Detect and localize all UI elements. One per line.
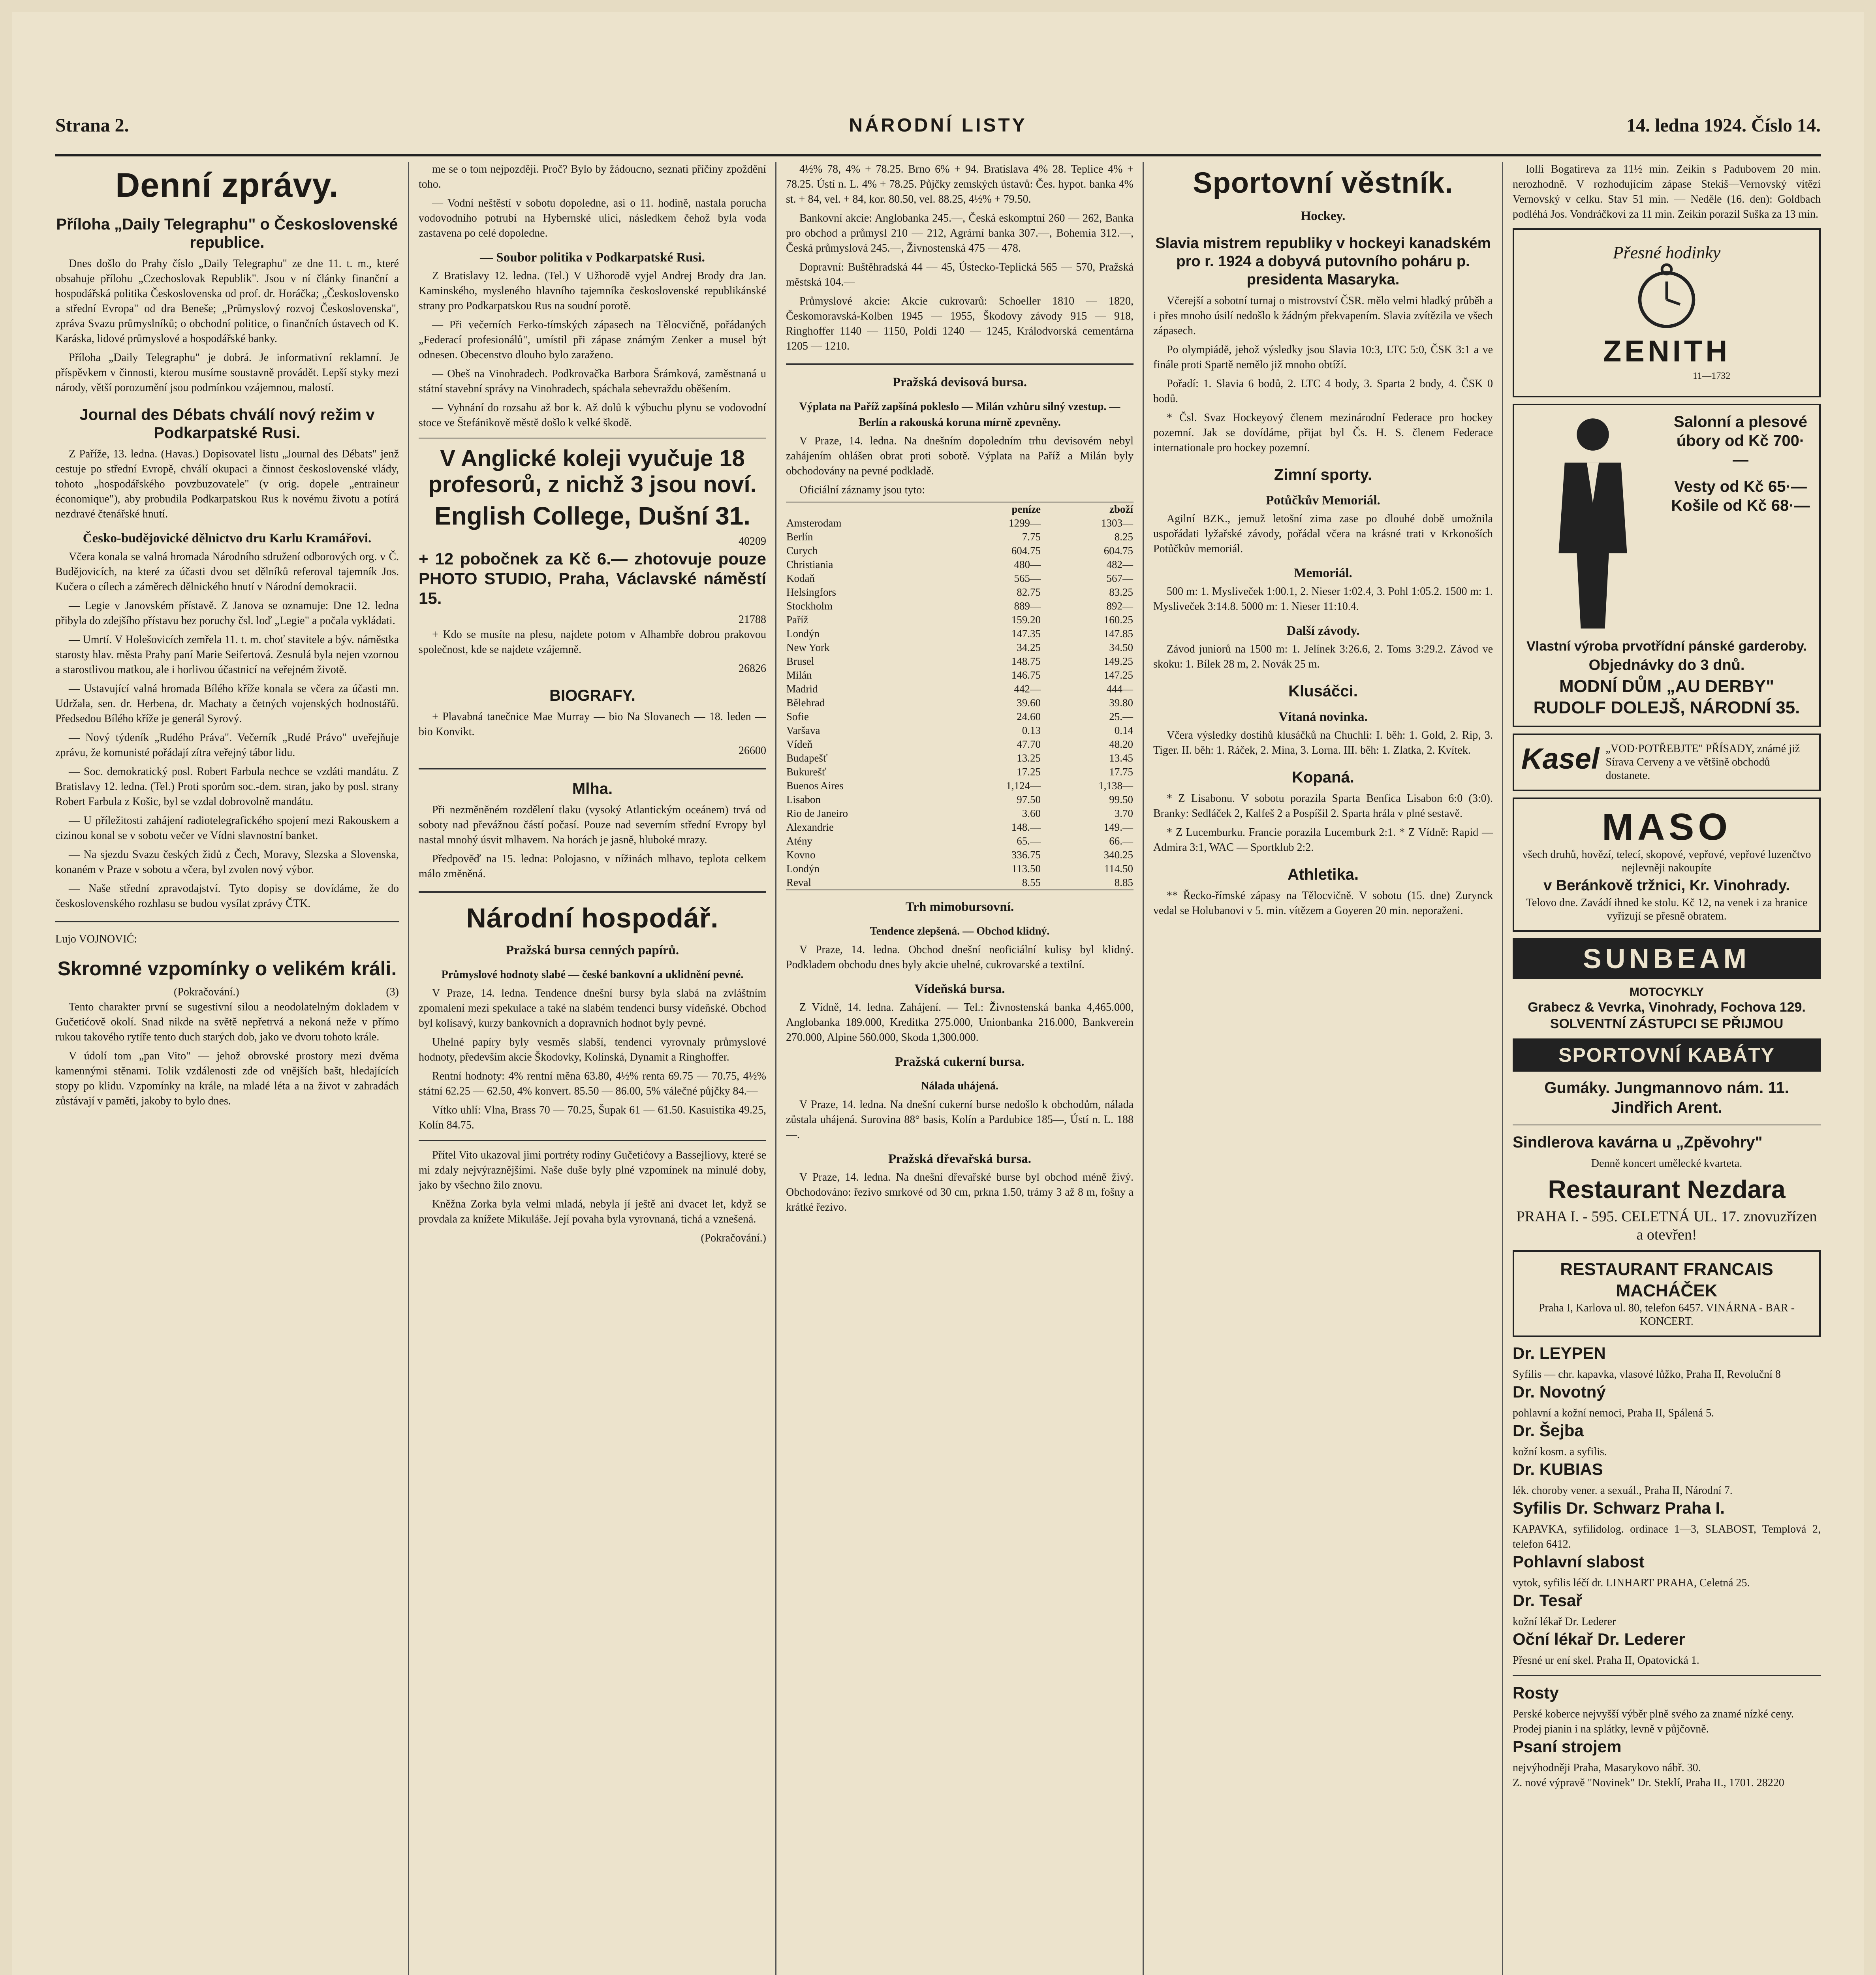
table-cell: 8.25 — [1114, 531, 1133, 543]
article-headline: Pražská dřevařská bursa. — [888, 1152, 1032, 1166]
article-text: V Praze, 14. ledna. Na dnešní cukerní burse nedošlo k obchodům, nálada zůstala uhájená. Surovina 88° basis, Kolín a Pardubice 185—, Ústí n. L. 188—. — [786, 1098, 1133, 1141]
feuilleton-text: Přítel Vito ukazoval jimi portréty rodiny Gučetićovy a Bassejliovy, které se mi zdaly nejvýraznějšími. Naše duše byly plné vzpomínek na minulé doby, jako by všechno žilo znovu. — [419, 1149, 766, 1191]
table-row — [786, 641, 1133, 655]
article-text: — Naše střední zpravodajství. Tyto dopisy se dovídáme, že do československého rozhlasu se budou vysílat zprávy ČTK. — [55, 882, 399, 910]
table-row — [786, 599, 1133, 613]
table-cell: 149.25 — [1103, 655, 1133, 667]
section-title-economy: Národní hospodář. — [466, 903, 719, 933]
table-cell: 8.85 — [1114, 877, 1133, 888]
article-text: Dopravní: Buštěhradská 44 — 45, Ústecko-Teplická 565 — 570, Pražská městská 104.— — [786, 261, 1133, 288]
table-cell: Bělehrad — [786, 697, 825, 709]
ad-text: Prodej pianin i na splátky, levně v půjčovně. — [1513, 1723, 1709, 1735]
feuilleton-subtitle: (Pokračování.) — [174, 986, 239, 998]
table-cell: 34.50 — [1109, 641, 1133, 653]
classified-ad: + Plavabná tanečnice Mae Murray — bio Na Slovanech — 18. leden — bio Konvikt. — [419, 711, 766, 738]
table-row — [786, 779, 1133, 793]
ad-text: Perské koberce nejvyšší výběr plně svého za znamé nízké ceny. — [1513, 1708, 1794, 1720]
table-row — [786, 710, 1133, 724]
table-header: zboží — [1109, 503, 1133, 515]
table-row — [786, 876, 1133, 890]
feuilleton-author: Lujo VOJNOVIĆ: — [55, 933, 137, 945]
doctor-ad-leypen: Dr. LEYPEN — [1513, 1344, 1606, 1362]
column-3 — [786, 162, 1133, 1975]
article-text: Po olympiádě, jehož výsledky jsou Slavia 10:3, LTC 5:0, ČSK 3:1 a ve finále proti Spartě nemělo již mnoho obtíží. — [1153, 344, 1493, 371]
article-text: Agilní BZK., jemuž letošní zima zase po dlouhé době umožnila uspořádati lyžařské závody, pořádal včera na krásné trati v Krkonoších Potůčkův memoriál. — [1153, 513, 1493, 555]
article-subheadline: Tendence zlepšená. — Obchod klidný. — [870, 925, 1050, 937]
article-text: * Čsl. Svaz Hockeyový členem mezinárodní Federace pro hockey pozemní. Jak se dovídáme, přijat byl Čs. H. S. členem Federace internationale pro hockey pozemní. — [1153, 412, 1493, 454]
ad-text: kožní kosm. a syfilis. — [1513, 1446, 1607, 1458]
article-text: — Nový týdeník „Rudého Práva". Večerník „Rudé Právo" uveřejňuje zprávu, že komunisté pořádají zítra veřejný tábor lidu. — [55, 732, 399, 759]
table-row — [786, 862, 1133, 876]
table-row — [786, 572, 1133, 585]
doctor-ad-pohlavni: Pohlavní slabost — [1513, 1552, 1645, 1571]
table-row — [786, 751, 1133, 765]
table-cell: Stockholm — [786, 600, 833, 612]
ad-text: lék. choroby vener. a sexuál., Praha II, Národní 7. — [1513, 1484, 1733, 1497]
article-text: — Ustavující valná hromada Bílého kříže konala se včera za účasti mn. Udržala, sen. dr. Herbena, dr. Machaty a četných vojenských hodnostářů. Předsedou Bílého kříže je generál Syrový. — [55, 683, 399, 725]
sport-subsection: Klusáčci. — [1288, 683, 1358, 700]
table-cell: 82.75 — [1017, 586, 1041, 598]
table-cell: Paříž — [786, 614, 808, 626]
table-row — [786, 544, 1133, 558]
article-headline: Slavia mistrem republiky v hockeyi kanadském pro r. 1924 a dobyvá putovního poháru p. presidenta Masaryka. — [1155, 235, 1491, 288]
table-cell: Curych — [786, 545, 818, 557]
classified-ad: Psaní strojem — [1513, 1737, 1622, 1756]
ad-text: PRAHA I. - 595. CELETNÁ UL. 17. znovuzřízen a otevřen! — [1516, 1208, 1817, 1243]
brand-name: RESTAURANT FRANCAIS MACHÁČEK — [1560, 1260, 1773, 1300]
table-cell: Amsterodam — [786, 517, 842, 529]
english-college-address: English College, Dušní 31. — [434, 502, 751, 530]
feuilleton-number: (3) — [386, 986, 399, 998]
table-row — [786, 765, 1133, 779]
table-cell: 114.50 — [1104, 863, 1133, 875]
ad-text: MODNÍ DŮM „AU DERBY" RUDOLF DOLEJŠ, NÁRODNÍ 35. — [1533, 677, 1800, 717]
column-2 — [419, 162, 766, 1975]
table-row — [786, 558, 1133, 572]
table-cell: 3.60 — [1022, 807, 1041, 819]
gentleman-figure-icon — [1541, 412, 1644, 634]
table-cell: 39.60 — [1017, 697, 1041, 709]
doctor-ad-tesar: Dr. Tesař — [1513, 1591, 1583, 1610]
table-cell: 47.70 — [1017, 738, 1041, 750]
ad-text: KAPAVKA, syfilidolog. ordinace 1—3, SLABOST, Templová 2, telefon 6412. — [1513, 1523, 1821, 1550]
table-row — [786, 585, 1133, 599]
table-cell: 482— — [1106, 559, 1133, 570]
ad-text: Z. nové výpravě "Novinek" Dr. Steklí, Praha II., 1701. 28220 — [1513, 1777, 1784, 1789]
article-headline: Pražská bursa cenných papírů. — [506, 943, 679, 957]
table-cell: 7.75 — [1022, 531, 1041, 543]
table-cell: 25.— — [1109, 711, 1133, 722]
column-5-ads — [1513, 162, 1821, 1975]
table-cell: Rio de Janeiro — [786, 807, 848, 819]
table-cell: 1303— — [1101, 517, 1133, 529]
table-cell: 444— — [1106, 683, 1133, 695]
table-row — [786, 737, 1133, 751]
table-cell: 604.75 — [1011, 545, 1041, 557]
english-college-ad: V Anglické koleji vyučuje 18 profesorů, z nichž 3 jsou noví. — [428, 446, 757, 497]
machacek-ad — [1513, 1250, 1821, 1337]
classified-ad: Rosty — [1513, 1683, 1559, 1702]
article-text: Rentní hodnoty: 4% rentní měna 63.80, 4½% renta 69.75 — 70.75, 4½% státní 62.25 — 62.50, 4% konvert. 85.50 — 86.00, 5% válečné půjčky 84.— — [419, 1070, 766, 1097]
table-cell: 892— — [1106, 600, 1133, 612]
table-row — [786, 655, 1133, 668]
table-row — [786, 807, 1133, 820]
column-rule — [1143, 162, 1144, 1975]
article-headline: — Soubor politika v Podkarpatské Rusi. — [480, 250, 705, 265]
column-1 — [55, 162, 399, 1975]
table-row — [786, 530, 1133, 544]
sunbeam-banner: SUNBEAM — [1513, 938, 1821, 979]
table-cell: 13.45 — [1109, 752, 1133, 764]
table-cell: Brusel — [786, 655, 814, 667]
article-headline: Pražská devisová bursa. — [892, 375, 1027, 389]
table-row — [786, 516, 1133, 530]
ad-text: „VOD·POTŘEBJTE" PŘÍSADY, známé již Sírava Cerveny a ve většině obchodů dostanete. — [1605, 743, 1800, 782]
article-subheadline: Nálada uhájená. — [921, 1080, 999, 1092]
divider — [419, 891, 766, 893]
continuation-note: (Pokračování.) — [701, 1232, 766, 1244]
table-cell: Christiania — [786, 559, 833, 570]
table-cell: 8.55 — [1022, 877, 1041, 888]
eye-doctor-ad: Oční lékař Dr. Lederer — [1513, 1630, 1685, 1648]
table-cell: 567— — [1106, 572, 1133, 584]
brand-name: MASO — [1602, 806, 1731, 848]
table-cell: 24.60 — [1017, 711, 1041, 722]
article-text: — Na sjezdu Svazu českých židů z Čech, Moravy, Slezska a Slovenska, konaném v Praze v sobotu a včera, byl zvolen nový výbor. — [55, 848, 399, 876]
table-cell: 48.20 — [1109, 738, 1133, 750]
divider — [419, 1140, 766, 1141]
column-rule — [1502, 162, 1503, 1975]
brand-name: ZENITH — [1603, 334, 1731, 368]
ad-text: v Beránkově tržnici, Kr. Vinohrady. — [1543, 877, 1790, 894]
table-cell: 0.14 — [1114, 724, 1133, 736]
ad-text: Objednávky do 3 dnů. — [1588, 657, 1745, 673]
table-cell: Lisabon — [786, 794, 821, 805]
table-cell: Vídeň — [786, 738, 812, 750]
article-text: — Legie v Janovském přístavě. Z Janova se oznamuje: Dne 12. ledna přibyla do zdejšího přístavu bez poruchy čsl. loď „Legie" a počala vykládati. — [55, 600, 399, 627]
ad-text: Vlastní výroba prvotřídní pánské garderoby. — [1526, 639, 1807, 654]
table-row — [786, 848, 1133, 862]
section-biografy: BIOGRAFY. — [549, 687, 635, 704]
doctor-ad-sejba: Dr. Šejba — [1513, 1421, 1584, 1440]
article-headline: Potůčkův Memoriál. — [1266, 493, 1380, 508]
table-cell: 83.25 — [1109, 586, 1133, 598]
article-text: — Vyhnání do rozsahu až bor k. Až dolů k výbuchu plynu se vodovodní stoce ve Štefánikově městě došlo k velké škodě. — [419, 402, 766, 429]
doctor-ad-kubias: Dr. KUBIAS — [1513, 1460, 1603, 1478]
table-cell: 159.20 — [1011, 614, 1041, 626]
classified-ad: + Kdo se musíte na plesu, najdete potom v Alhambře dobrou prakovou společnost, kde se najdete vzájemně. — [419, 628, 766, 656]
ad-text: Grabecz & Vevrka, Vinohrady, Fochova 129. SOLVENTNÍ ZÁSTUPCI SE PŘIJMOU — [1528, 1000, 1806, 1031]
article-text: me se o tom nejpozději. Proč? Bylo by žádoucno, seznati příčiny zpoždění toho. — [419, 163, 766, 190]
table-cell: Milán — [786, 669, 812, 681]
table-cell: 1,124— — [1006, 780, 1041, 792]
column-4 — [1153, 162, 1493, 1975]
table-row — [786, 724, 1133, 737]
ad-text: Denně koncert umělecké kvarteta. — [1591, 1157, 1743, 1170]
table-cell: Madrid — [786, 683, 818, 695]
article-headline: Trh mimobursovní. — [905, 900, 1014, 914]
brand-name: Kasel — [1521, 742, 1600, 775]
weather-headline: Mlha. — [572, 780, 613, 798]
table-cell: 113.50 — [1011, 863, 1041, 875]
table-cell: 147.25 — [1103, 669, 1133, 681]
ad-text: Syfilis — chr. kapavka, vlasové lůžko, Praha II, Revoluční 8 — [1513, 1368, 1781, 1381]
table-cell: 0.13 — [1022, 724, 1041, 736]
table-cell: 148.75 — [1011, 655, 1041, 667]
sport-subsection: Kopaná. — [1292, 769, 1354, 786]
table-cell: Helsingfors — [786, 586, 836, 598]
weather-text: Předpověď na 15. ledna: Polojasno, v nížinách mlhavo, teplota celkem málo změněná. — [419, 853, 766, 880]
table-cell: 65.— — [1017, 835, 1041, 847]
photo-studio-ad: + 12 pobočnek za Kč 6.— zhotovuje pouze PHOTO STUDIO, Praha, Václavské náměstí 15. — [419, 549, 766, 608]
table-cell: 336.75 — [1011, 849, 1041, 861]
table-header: peníze — [1011, 503, 1041, 515]
table-row — [786, 613, 1133, 627]
article-text: Z Bratislavy 12. ledna. (Tel.) V Užhorodě vyjel Andrej Brody dra Jan. Kaminského, mysleného hlavního tajemníka československé republikánské strany pro Podkarpatskou Rus na soudní porotě. — [419, 270, 766, 312]
article-text: V Praze, 14. ledna. Obchod dnešní neoficiální kulisy byl klidný. Podkladem obchodu dnes byly akcie uhelné, cukrovarské a textilní. — [786, 944, 1133, 971]
ad-text: kožní lékař Dr. Lederer — [1513, 1616, 1616, 1628]
table-row — [786, 793, 1133, 807]
article-text: Uhelné papíry byly vesměs slabší, tendenci vyrovnaly průmyslové hodnoty, především akcie Škodovky, Kolínská, Dynamit a Ringhoffer. — [419, 1036, 766, 1063]
table-cell: Sofie — [786, 711, 809, 722]
table-row — [786, 696, 1133, 710]
table-cell: 146.75 — [1011, 669, 1041, 681]
divider — [1513, 1675, 1821, 1676]
ad-subtitle: Přesné hodinky — [1613, 243, 1721, 262]
divider — [55, 921, 399, 922]
article-text: V Praze, 14. ledna. Na dnešní dřevařské burse byl obchod méně živý. Obchodováno: řezivo smrkové od 30 cm, prkna 1.50, trámy 3 až 8 m, fošny a krátké řezivo. — [786, 1171, 1133, 1213]
article-text: ** Řecko-římské zápasy na Tělocvičně. V sobotu (15. dne) Zurynck vedal se Holubanovi v 5. min. vítězem a Goyeren 20 min. neporaženi. — [1153, 890, 1493, 917]
newspaper-page — [12, 12, 1864, 1975]
restaurant-nezdara-ad: Restaurant Nezdara — [1548, 1175, 1786, 1204]
feuilleton-text: V údolí tom „pan Vito" — jehož obrovské prostory mezi dvěma kamennými stěnami. Tolik vzdálenosti zde od vnějších bašt, hledajících stopy po klidu. Vzpomínky na krále, na mladé léta a na život v zahradách zůstávají v paměti, jakoby to bylo dnes. — [55, 1050, 399, 1107]
ad-text: Praha I, Karlova ul. 80, telefon 6457. VINÁRNA - BAR - KONCERT. — [1538, 1302, 1795, 1328]
ad-number: 21788 — [739, 613, 766, 626]
table-cell: Alexandrie — [786, 821, 834, 833]
table-cell: 13.25 — [1017, 752, 1041, 764]
table-cell: Londýn — [786, 628, 820, 640]
article-text: — U příležitosti zahájení radiotelegrafického spojení mezi Rakouskem a cizinou konal se v sobotu večer ve Vídni slavnostní banket. — [55, 814, 399, 842]
article-text: Z Paříže, 13. ledna. (Havas.) Dopisovatel listu „Journal des Débats" jenž cestuje po střední Evropě, chválí okupaci a činnost československé vlády, tohoto „hospodářského povzbuzovatele" (v orig. dopele „entraineur économique"), aby probudila Podkarpatskou Rus k novému životu a potírá nezdravé čtenářské hnutí. — [55, 448, 399, 520]
table-cell: Varšava — [786, 724, 820, 736]
table-cell: 442— — [1014, 683, 1041, 695]
article-headline: Pražská cukerní bursa. — [895, 1055, 1024, 1069]
section-title-news: Denní zprávy. — [115, 166, 339, 204]
issue-date: 14. ledna 1924. Číslo 14. — [1626, 115, 1821, 136]
ad-text: nejvýhodněji Praha, Masarykovo nábř. 30. — [1513, 1762, 1701, 1774]
sport-subsection: Athletika. — [1287, 866, 1359, 883]
article-text: — Při večerních Ferko-tímských zápasech na Tělocvičně, pořádaných „Federací profesionálů", umístil při zápase známým Zenker a musel být odnesen. Obecenstvo dlouho bylo zaraženo. — [419, 319, 766, 361]
article-text: 500 m: 1. Mysliveček 1:00.1, 2. Nieser 1:02.4, 3. Pohl 1:05.2. 1500 m: 1. Mysliveček 3:14.8. 5000 m: 1. Nieser 11:10.4. — [1153, 585, 1493, 613]
article-text: * Z Lucemburku. Francie porazila Lucemburk 2:1. * Z Vídně: Rapid — Admira 3:1, WAC — Sportklub 2:2. — [1153, 826, 1493, 854]
ad-text: Salonní a plesové úbory od Kč 700·— — [1674, 413, 1807, 468]
article-subheadline: Průmyslové hodnoty slabé — české bankovní a uklidnění pevné. — [441, 969, 744, 981]
table-cell: 148.— — [1011, 821, 1041, 833]
ad-subtitle: MOTOCYKLY — [1629, 986, 1704, 999]
table-cell: 39.80 — [1109, 697, 1133, 709]
article-text: Závod juniorů na 1500 m: 1. Jelínek 3:26.6, 2. Toms 3:29.2. Závod ve skoku: 1. Bílek 28 m, 2. Novák 25 m. — [1153, 643, 1493, 670]
sport-subsection: Hockey. — [1301, 209, 1346, 223]
table-cell: 3.70 — [1114, 807, 1133, 819]
column-rule — [408, 162, 409, 1975]
table-header — [786, 502, 949, 516]
article-headline: Vítaná novinka. — [1278, 710, 1368, 724]
ad-number: 11—1732 — [1693, 371, 1731, 381]
divider — [419, 768, 766, 769]
column-rule — [775, 162, 776, 1975]
ad-number: 40209 — [739, 535, 766, 547]
kasel-ad — [1513, 734, 1821, 791]
article-text: — Vodní neštěstí v sobotu dopoledne, asi o 11. hodině, nastala porucha vodovodního potrubí na Hybernské ulici, následkem čehož byla voda zastavena po celé dopoledne. — [419, 197, 766, 239]
ad-text: vytok, syfilis léčí dr. LINHART PRAHA, Celetná 25. — [1513, 1577, 1750, 1589]
zenith-watch-ad — [1513, 228, 1821, 397]
article-text: Dnes došlo do Prahy číslo „Daily Telegraphu" ze dne 11. t. m., které obsahuje přílohu „Czechoslovak Republik". Jsou v ní články finanční a hospodářská politika Československa od prof. dr. Horáčka; „Československo a střední Evropa" od dra Beneše; „Průmyslový rozvoj Československa", zpráva Svazu průmyslníků; o obchodní politice, o finančních ústavech od K. Karáska, lidové průmyslové a hospodářské banky. — [55, 258, 399, 345]
derby-fashion-ad — [1513, 404, 1821, 727]
feuilleton-title: Skromné vzpomínky o velikém králi. — [57, 957, 397, 980]
sport-subsection: Zimní sporty. — [1274, 466, 1372, 483]
table-cell: 1299— — [1008, 517, 1041, 529]
cafe-ad: Sindlerova kavárna u „Zpěvohry" — [1513, 1134, 1763, 1151]
table-cell: 889— — [1014, 600, 1041, 612]
ad-text: všech druhů, hovězí, telecí, skopové, vepřové, vepřové luzenčtvo nejlevněji nakoupíte — [1522, 848, 1811, 874]
table-cell: 17.25 — [1017, 766, 1041, 778]
table-row — [786, 668, 1133, 682]
article-headline: Vídeňská bursa. — [914, 982, 1005, 996]
article-text: — Umrtí. V Holešovicích zemřela 11. t. m. choť stavitele a býv. náměstka starosty hlav. města Prahy paní Marie Seifertová. Zesnulá byla nejen vzornou a starostlivou matkou, ale i horlivou účastnicí na veřejném životě. — [55, 634, 399, 676]
ad-text: Přesné ur ení skel. Praha II, Opatovická 1. — [1513, 1654, 1699, 1667]
doctor-ad-schwarz: Syfilis Dr. Schwarz Praha I. — [1513, 1499, 1725, 1517]
section-title-sport: Sportovní věstník. — [1193, 166, 1453, 199]
ad-number: 26826 — [739, 662, 766, 675]
table-cell: Reval — [786, 877, 811, 888]
masthead — [55, 111, 1821, 156]
article-text: Příloha „Daily Telegraphu" je dobrá. Je informativní reklamní. Je příspěvkem v činnosti, kterou musíme soustavně provádět. Lepší styky mezi národy, větší porozumění jsou podmínkou vzájemnou, malostí. — [55, 352, 399, 394]
article-text: 4½% 78, 4% + 78.25. Brno 6% + 94. Bratislava 4% 28. Teplice 4% + 78.25. Ústí n. L. 4% + 78.25. Půjčky zemských ústavů: Čes. hypot. banka 4% st. + 84, vel. + 84, kor. 80.50, vel. 88.25, 4½% + 79.50. — [786, 163, 1133, 205]
table-row — [786, 834, 1133, 848]
article-text: Průmyslové akcie: Akcie cukrovarů: Schoeller 1810 — 1820, Českomoravská-Kolben 1945 — 1955, Škodovy závody 915 — 918, Ringhoffer 1140 — 1150, Poldi 1240 — 1245, Králodvorská cementárna 1205 — 1210. — [786, 295, 1133, 352]
divider — [786, 363, 1133, 365]
table-cell: Kodaň — [786, 572, 815, 584]
table-row — [786, 820, 1133, 834]
pocket-watch-icon — [1633, 263, 1700, 330]
table-cell: Budapešť — [786, 752, 828, 764]
table-cell: 340.25 — [1103, 849, 1133, 861]
article-text: — Obeš na Vinohradech. Podkrovačka Barbora Šrámková, zaměstnaná u státní stavební správy na Vinohradech, spáchala sebevraždu oběšením. — [419, 368, 766, 395]
article-text: lolli Bogatireva za 11½ min. Zeikin s Padubovem 20 min. nerozhodně. V rozhodujícím zápase Stekiš—Vernovský vítězí Vernovský v celku. Stav 51 min. — Neděle (16. den): Goldbach podléhá Jos. Vondráčkovi za 11 min. Zeikin porazil Suška za 13 min. — [1513, 163, 1821, 220]
page-number: Strana 2. — [55, 115, 129, 136]
article-text: V Praze, 14. ledna. Tendence dnešní bursy byla slabá na zvláštním zpomalení mezi spekulace a také na slabém tendenci bursy vídeňské. Obchod byl kolísavý, kurzy bankovních a dopravních hodnot byly pevné. — [419, 987, 766, 1029]
article-text: Vítko uhlí: Vlna, Brass 70 — 70.25, Šupak 61 — 61.50. Kasuistika 49.25, Kolín 84.75. — [419, 1104, 766, 1131]
article-text: Bankovní akcie: Anglobanka 245.—, Česká eskomptní 260 — 262, Banka pro obchod a průmysl 210 — 212, Agrární banka 307.—, Bohemia 312.—, Česká průmyslová 245.—, Živnostenská 475 — 478. — [786, 212, 1133, 254]
table-cell: 149.— — [1103, 821, 1133, 833]
table-cell: 480— — [1014, 559, 1041, 570]
article-text: Pořadí: 1. Slavia 6 bodů, 2. LTC 4 body, 3. Sparta 2 body, 4. ČSK 0 bodů. — [1153, 378, 1493, 405]
article-text: Oficiální záznamy jsou tyto: — [799, 484, 925, 496]
newspaper-title: NÁRODNÍ LISTY — [849, 115, 1027, 136]
article-headline: Journal des Débats chválí nový režim v Podkarpatské Rusi. — [79, 406, 375, 442]
article-headline: Příloha „Daily Telegraphu" o Československé republice. — [56, 216, 398, 251]
article-text: Včera konala se valná hromada Národního sdružení odborových org. v Č. Budějovicích, na které za účasti dvou set dělníků referoval tajemník Jos. Kučera o cílech a záměrech dělnického hnutí v Národní demokracii. — [55, 551, 399, 593]
table-cell: 565— — [1014, 572, 1041, 584]
table-cell: 147.85 — [1103, 628, 1133, 640]
table-cell: New York — [786, 641, 830, 653]
table-cell: 1,138— — [1098, 780, 1133, 792]
table-cell: Londýn — [786, 863, 820, 875]
ad-text: pohlavní a kožní nemoci, Praha II, Spálená 5. — [1513, 1407, 1714, 1419]
table-cell: Buenos Aires — [786, 780, 844, 792]
table-row — [786, 627, 1133, 641]
article-text: Včera výsledky dostihů klusáčků na Chuchli: I. běh: 1. Gold, 2. Rip, 3. Tiger. II. běh: 1. Ráček, 2. Mina, 3. Lorna. III. běh: 1. Zlatka, 2. Kvítek. — [1153, 729, 1493, 756]
table-cell: Atény — [786, 835, 812, 847]
doctor-ad-novotny: Dr. Novotný — [1513, 1382, 1606, 1401]
table-cell: 160.25 — [1103, 614, 1133, 626]
exchange-rate-table — [786, 502, 1133, 890]
article-headline: Česko-budějovické dělnictvo dru Karlu Kramářovi. — [83, 531, 372, 545]
article-subheadline: Další závody. — [1286, 624, 1360, 638]
table-cell: 147.35 — [1011, 628, 1041, 640]
table-cell: 34.25 — [1017, 641, 1041, 653]
article-subheadline: Memoriál. — [1294, 566, 1352, 580]
table-cell: Kovno — [786, 849, 816, 861]
table-cell: 604.75 — [1103, 545, 1133, 557]
table-cell: 99.50 — [1109, 794, 1133, 805]
sport-coats-banner: SPORTOVNÍ KABÁTY — [1513, 1038, 1821, 1072]
table-cell: Berlín — [786, 531, 813, 543]
article-text: Včerejší a sobotní turnaj o mistrovství ČSR. mělo velmi hladký průběh a i přes mnoho úsilí nedošlo k žádným překvapením. Slavia zvítězila ve všech zápasech. — [1153, 295, 1493, 337]
table-row — [786, 682, 1133, 696]
ad-text: Telovo dne. Zavádí ihned ke stolu. Kč 12, na venek i za hranice vyřizují se přesně obratem. — [1526, 897, 1808, 922]
ad-text: Gumáky. Jungmannovo nám. 11. Jindřich Arent. — [1544, 1079, 1789, 1116]
table-cell: Bukurešť — [786, 766, 827, 778]
article-subheadline: Výplata na Paříž zapšíná pokleslo — Milán vzhůru silný vzestup. — Berlín a rakouská koruna mírně zpevněny. — [799, 401, 1120, 429]
weather-text: Při nezměněném rozdělení tlaku (vysoký Atlantickým oceánem) trvá od soboty nad převážnou částí počasí. Pouze nad severním střední Evropy byl nastal mnohý úsvit mlhavem. Na horách je jasně, hluboké mrazy. — [419, 804, 766, 846]
article-text: V Praze, 14. ledna. Na dnešním dopoledním trhu devisovém nebyl zahájením ohlášen obrat proti sobotě. Výplata na Paříž a Milán byly obchodovány na pevné podkladě. — [786, 435, 1133, 477]
ad-number: 26600 — [739, 745, 766, 757]
ad-text: Vesty od Kč 65·— Košile od Kč 68·— — [1671, 478, 1810, 514]
table-cell: 66.— — [1109, 835, 1133, 847]
meat-ad — [1513, 798, 1821, 932]
feuilleton-text: Kněžna Zorka byla velmi mladá, nebyla jí ještě ani dvacet let, když se provdala za knížete Mikuláše. Její povaha byla vyrovnaná, tichá a vznešená. — [419, 1198, 766, 1225]
article-text: — Soc. demokratický posl. Robert Farbula nechce se vzdáti mandátu. Z Bratislavy 12. ledna. (Tel.) Proti sporům soc.-dem. stran, jako by posl. strany Robert Farbula z Košic, byl se vzdal dobrovolně mandátu. — [55, 766, 399, 808]
table-cell: 97.50 — [1017, 794, 1041, 805]
article-text: Z Vídně, 14. ledna. Zahájení. — Tel.: Živnostenská banka 4,465.000, Anglobanka 189.000, Kreditka 275.000, Unionbanka 216.000, Bankverein 270.000, Alpine 560.000, Skoda 1,300.000. — [786, 1001, 1133, 1044]
article-text: * Z Lisabonu. V sobotu porazila Sparta Benfica Lisabon 6:0 (3:0). Branky: Sedláček 2, Kalfeš 2 a Pospíšil 2. Sparta hrála v plné sestavě. — [1153, 792, 1493, 820]
feuilleton-text: Tento charakter první se sugestivní silou a neodolatelným dokladem v Gučetićově okolí. Snad nikde na světě nepřetrvá a nekoná neže v přímo rukou takového rytíře tento duch starých dob, jako ve dvoru tohoto krále. — [55, 1001, 399, 1043]
table-cell: 17.75 — [1109, 766, 1133, 778]
